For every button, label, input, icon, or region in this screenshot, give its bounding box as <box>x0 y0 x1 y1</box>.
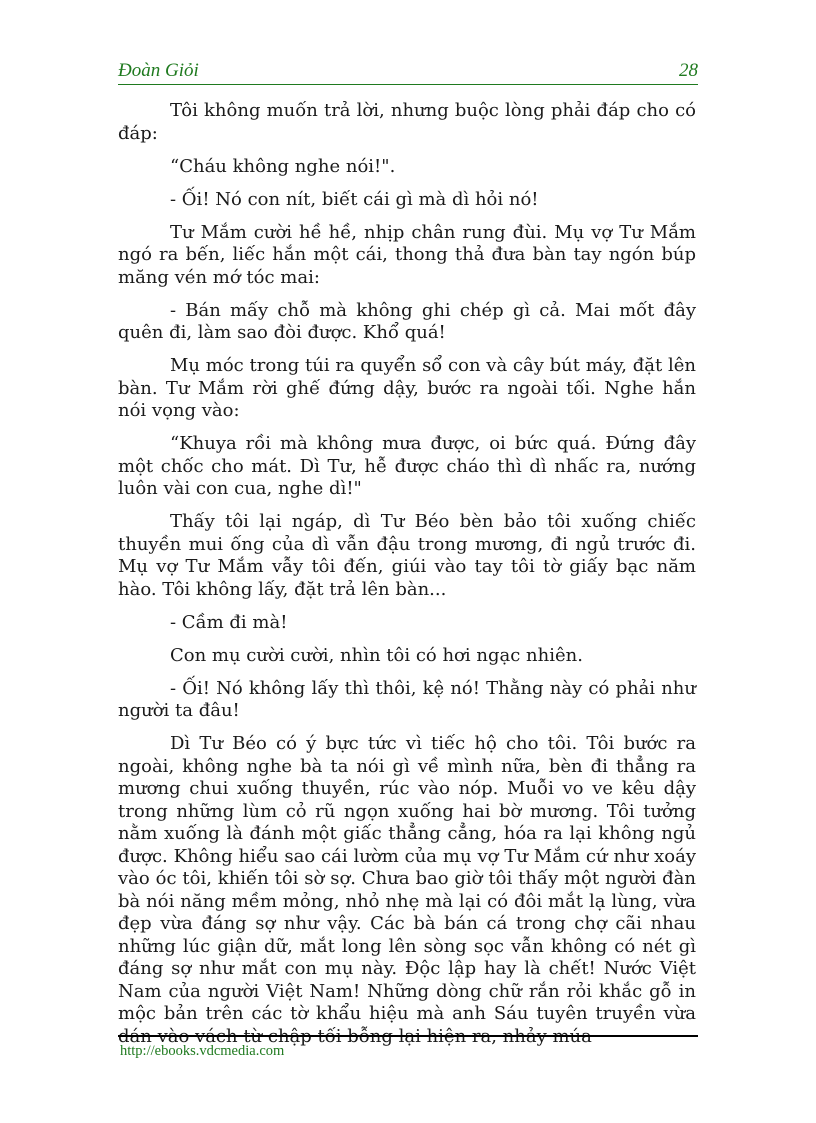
footer-divider <box>118 1035 698 1037</box>
paragraph: “Khuya rồi mà không mưa được, oi bức quá. Đứng đây một chốc cho mát. Dì Tư, hễ được cháo thì dì nhấc ra, nướng luôn vài con cua, nghe dì!" <box>118 433 696 499</box>
paragraph: - Cầm đi mà! <box>170 611 288 633</box>
paragraph: Tôi không muốn trả lời, nhưng buộc lòng phải đáp cho có đáp: <box>118 100 696 144</box>
paragraph: “Cháu không nghe nói!". <box>170 155 396 177</box>
paragraph: Tư Mắm cười hề hề, nhịp chân rung đùi. Mụ vợ Tư Mắm ngó ra bến, liếc hắn một cái, thong thả đưa bàn tay ngón búp măng vén mớ tóc mai: <box>118 221 696 288</box>
paragraph: Con mụ cười cười, nhìn tôi có hơi ngạc nhiên. <box>170 644 583 666</box>
footer-url-link[interactable]: http://ebooks.vdcmedia.com <box>120 1043 285 1059</box>
paragraph: Dì Tư Béo có ý bực tức vì tiếc hộ cho tôi. Tôi bước ra ngoài, không nghe bà ta nói gì về mình nữa, bèn đi thẳng ra mương chui xuống thuyền, rúc vào nóp. Muỗi vo ve kêu dậy trong những lùm cỏ rũ ngọn xuống hai bờ mương. Tôi tưởng nằm xuống là đánh một giấc thẳng cẳng, hóa ra lại không ngủ được. Không hiểu sao cái lườm của mụ vợ Tư Mắm cứ như xoáy vào óc tôi, khiến tôi sờ sợ. Chưa bao giờ tôi thấy một người đàn bà nói năng mềm mỏng, nhỏ nhẹ mà lại có đôi mắt lạ lùng, vừa đẹp vừa đáng sợ như vậy. Các bà bán cá trong chợ cãi nhau những lúc giận dữ, mắt long lên sòng sọc vẫn không có nét gì đáng sợ như mắt con mụ này. Độc lập hay là chết! Nước Việt Nam của người Việt Nam! Những dòng chữ rắn rỏi khắc gỗ in mộc bản trên các tờ khẩu hiệu mà anh Sáu tuyên truyền vừa dán vào vách từ chập tối bỗng lại hiện ra, nhảy múa <box>118 733 696 1047</box>
paragraph: Thấy tôi lại ngáp, dì Tư Béo bèn bảo tôi xuống chiếc thuyền mui ống của dì vẫn đậu trong mương, đi ngủ trước đi. Mụ vợ Tư Mắm vẫy tôi đến, giúi vào tay tôi tờ giấy bạc năm hào. Tôi không lấy, đặt trả lên bàn... <box>118 511 696 600</box>
paragraph: - Ối! Nó con nít, biết cái gì mà dì hỏi nó! <box>170 188 539 210</box>
header-author: Đoàn Giỏi <box>118 60 199 81</box>
paragraph: - Ối! Nó không lấy thì thôi, kệ nó! Thằng này có phải như người ta đâu! <box>118 677 696 721</box>
body-text <box>118 100 696 1059</box>
header-page-number: 28 <box>679 60 698 81</box>
page-header <box>118 58 698 85</box>
paragraph: - Bán mấy chỗ mà không ghi chép gì cả. Mai mốt đây quên đi, làm sao đòi được. Khổ quá! <box>118 299 696 343</box>
paragraph: Mụ móc trong túi ra quyển sổ con và cây bút máy, đặt lên bàn. Tư Mắm rời ghế đứng dậy, bước ra ngoài tối. Nghe hắn nói vọng vào: <box>118 355 696 421</box>
